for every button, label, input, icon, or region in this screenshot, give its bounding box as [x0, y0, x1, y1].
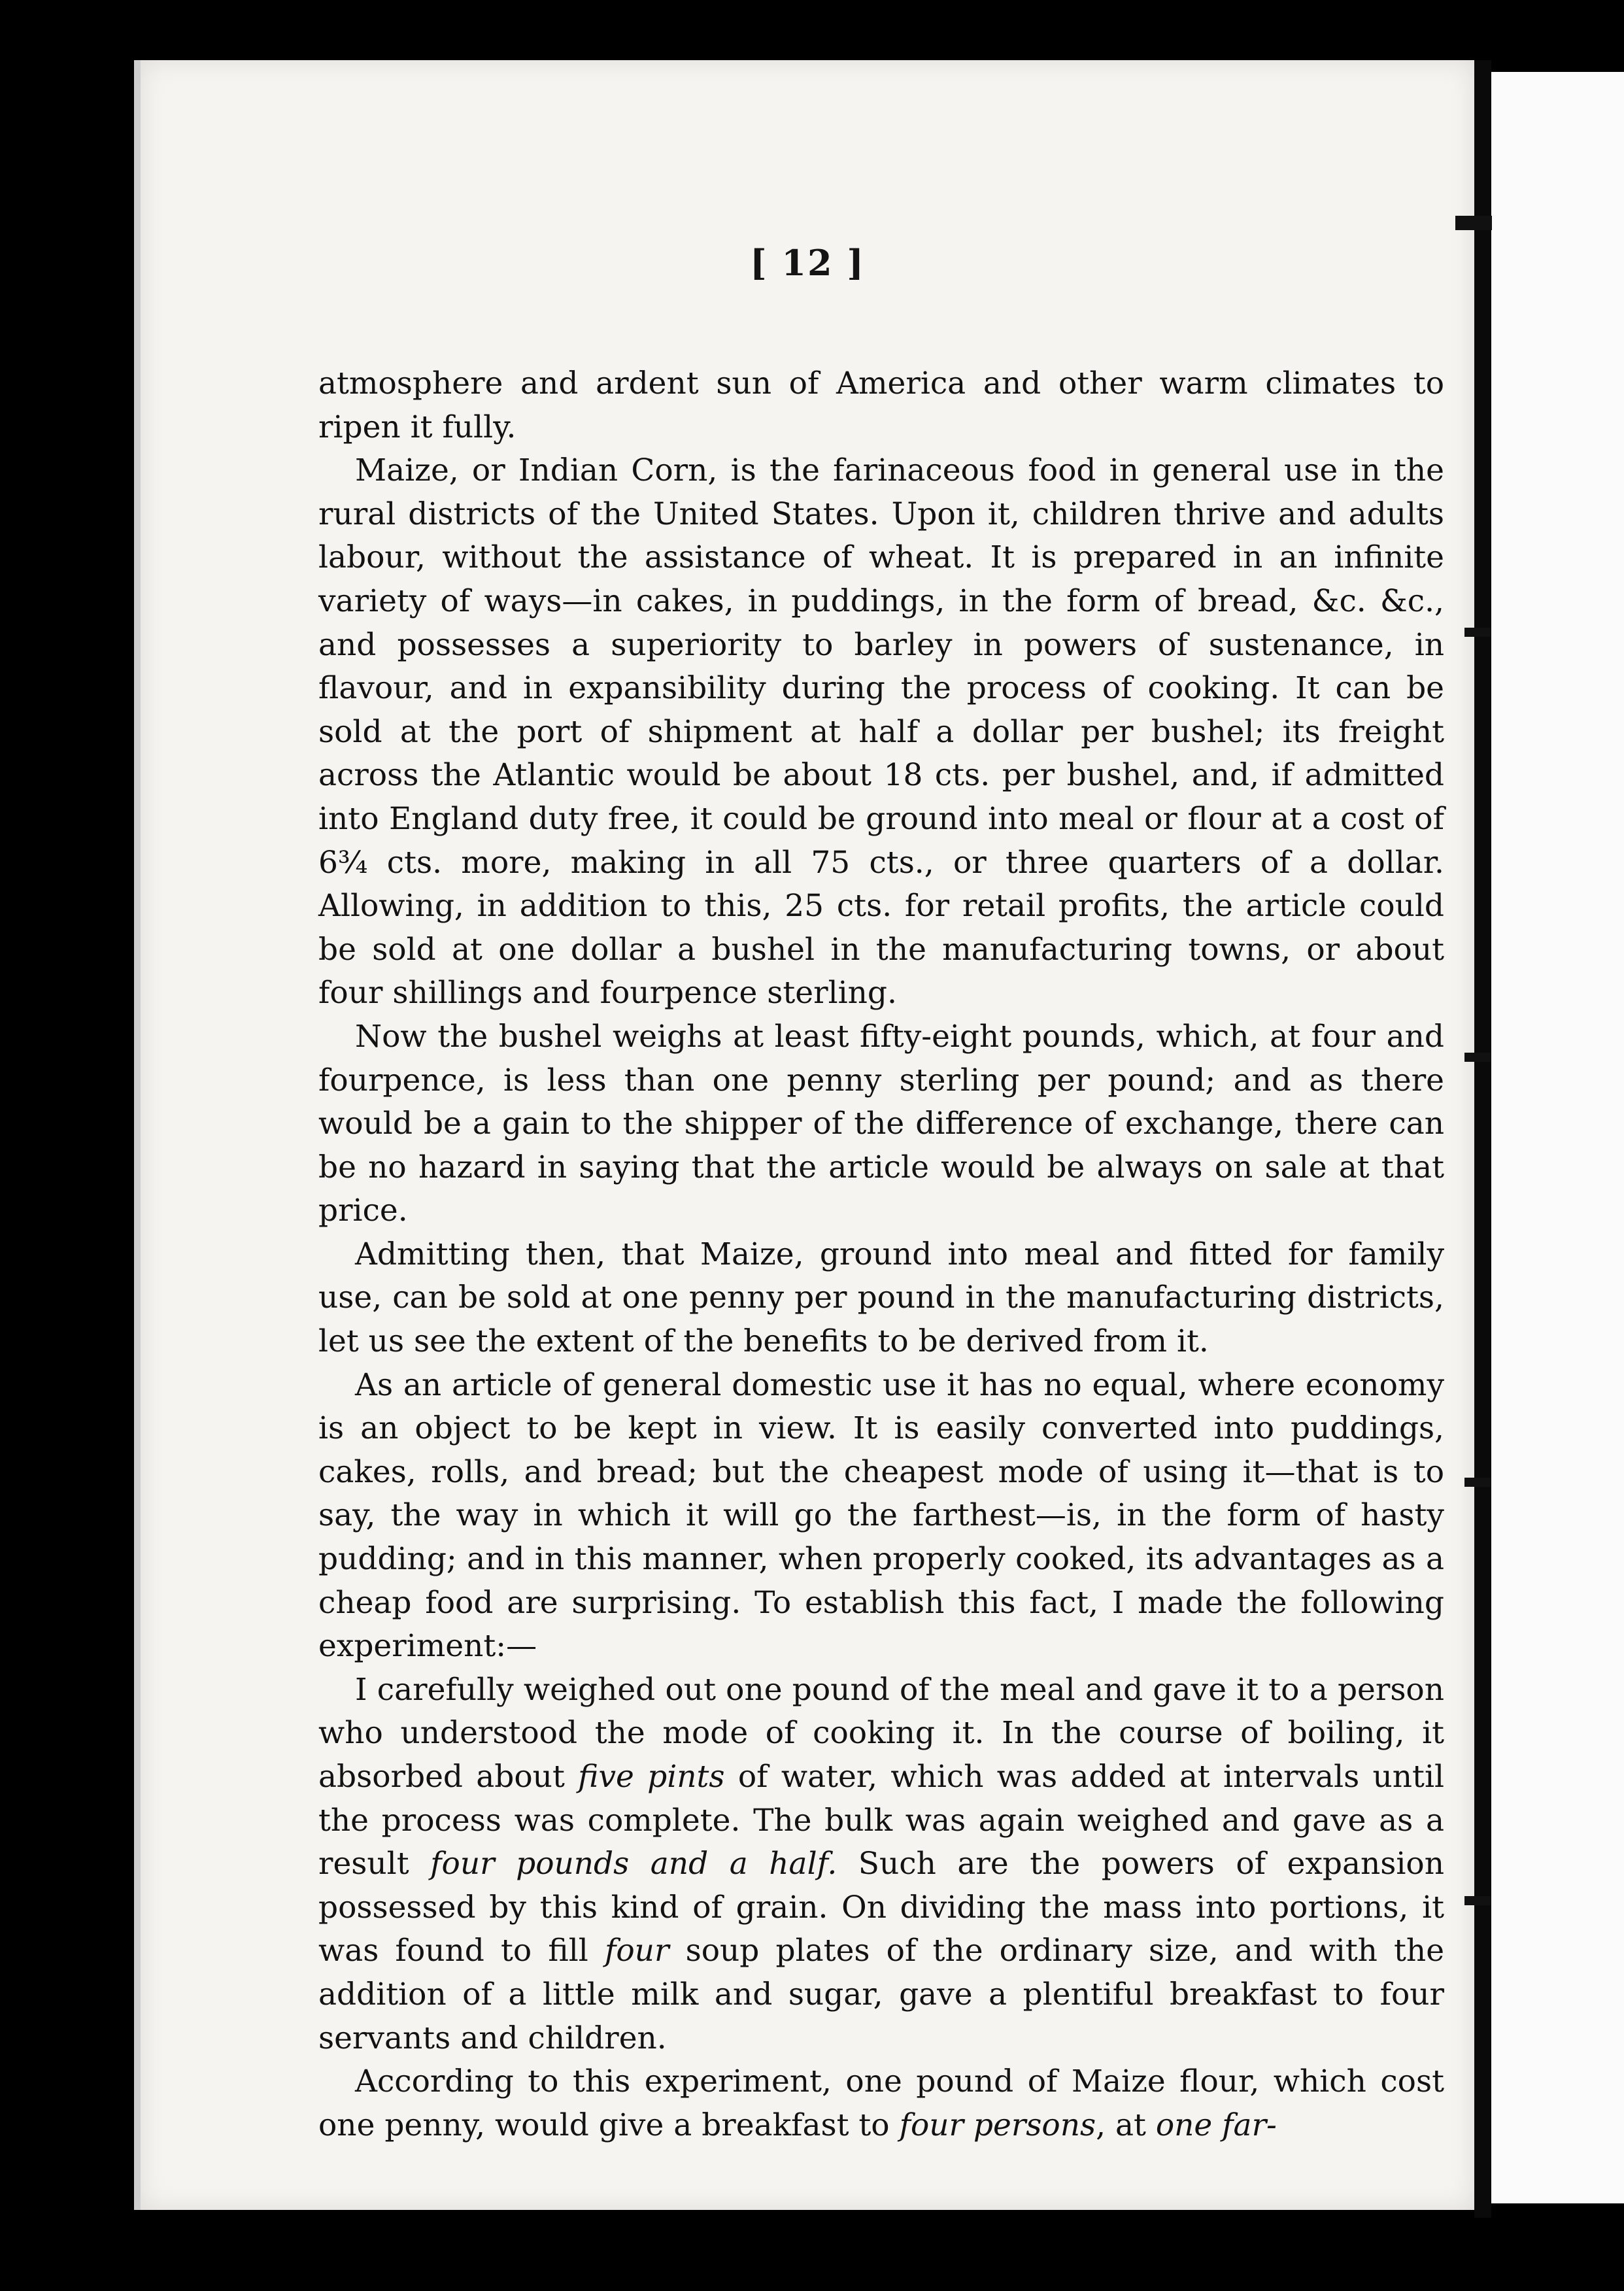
paragraph	[318, 2060, 1444, 2147]
text-run: of water, which was added at intervals until the process was complete. The bulk was again weighed and gave as a result	[318, 1759, 1445, 1882]
text-run: Such are the powers of expansion possessed by this kind of grain. On dividing the mass into portions, it was found to fill	[318, 1846, 1444, 1969]
text-run: I carefully weighed out one pound of the meal and gave it to a person who understood the mode of cooking it. In the course of boiling, it absorbed about	[318, 1671, 1444, 1795]
italic-text: four pounds and a half.	[430, 1846, 837, 1882]
text-run: Now the bushel weighs at least fifty-eight pounds, which, at four and fourpence, is less than one penny sterling per pound; and as there would be a gain to the shipper of the difference of exchange, there can be no hazard in saying that the article would be always on sale at that price.	[318, 1018, 1444, 1229]
binding-mark	[1464, 1896, 1491, 1905]
page-number-header: [ 12 ]	[750, 242, 865, 284]
text-run: , at	[1096, 2107, 1156, 2143]
paragraph	[318, 449, 1444, 1015]
binding-mark	[1464, 628, 1491, 637]
binding-mark	[1464, 1478, 1491, 1487]
book-page	[141, 60, 1474, 2210]
text-run: According to this experiment, one pound of Maize flour, which cost one penny, would give a breakfast to	[318, 2063, 1444, 2143]
text-run: atmosphere and ardent sun of America and other warm climates to ripen it fully.	[318, 365, 1444, 445]
text-run: As an article of general domestic use it has no equal, where economy is an object to be kept in view. It is easily converted into puddings, cakes, rolls, and bread; but the cheapest mode of using it—that is to say, the way in which it will go the farthest—is, in the form of hasty pudding; and in this manner, when properly cooked, its advantages as a cheap food are surprising. To establish this fact, I made the following experiment:—	[318, 1366, 1444, 1665]
text-run: Admitting then, that Maize, ground into meal and fitted for family use, can be sold at one penny per pound in the manufacturing districts, let us see the extent of the benefits to be derived from it.	[318, 1236, 1444, 1360]
paragraph	[318, 362, 1444, 449]
paragraph	[318, 1364, 1444, 1669]
book-spine	[1474, 60, 1491, 2218]
text-run: soup plates of the ordinary size, and with the addition of a little milk and sugar, gave a plentiful breakfast to four servants and children.	[318, 1933, 1445, 2056]
facing-page-edge	[1491, 72, 1624, 2203]
binding-mark	[1455, 216, 1492, 230]
italic-text: one far-	[1155, 2107, 1277, 2143]
body-text	[318, 362, 1444, 2147]
italic-text: five pints	[578, 1759, 725, 1795]
paragraph	[318, 1669, 1444, 2060]
binding-mark	[1464, 1053, 1491, 1062]
paragraph	[318, 1233, 1444, 1364]
italic-text: four	[604, 1933, 669, 1969]
italic-text: four persons	[899, 2107, 1096, 2143]
paragraph	[318, 1015, 1444, 1233]
text-run: Maize, or Indian Corn, is the farinaceous food in general use in the rural districts of the United States. Upon it, children thrive and adults labour, without the assistance of wheat. It is prepared in an infinite variety of ways—in cakes, in puddings, in the form of bread, &c. &c., and possesses a superiority to barley in powers of sustenance, in flavour, and in expansibility during the process of cooking. It can be sold at the port of shipment at half a dollar per bushel; its freight across the Atlantic would be about 18 cts. per bushel, and, if admitted into England duty free, it could be ground into meal or flour at a cost of 6¾ cts. more, making in all 75 cts., or three quarters of a dollar. Allowing, in addition to this, 25 cts. for retail profits, the article could be sold at one dollar a bushel in the manufacturing towns, or about four shillings and fourpence sterling.	[318, 452, 1444, 1011]
